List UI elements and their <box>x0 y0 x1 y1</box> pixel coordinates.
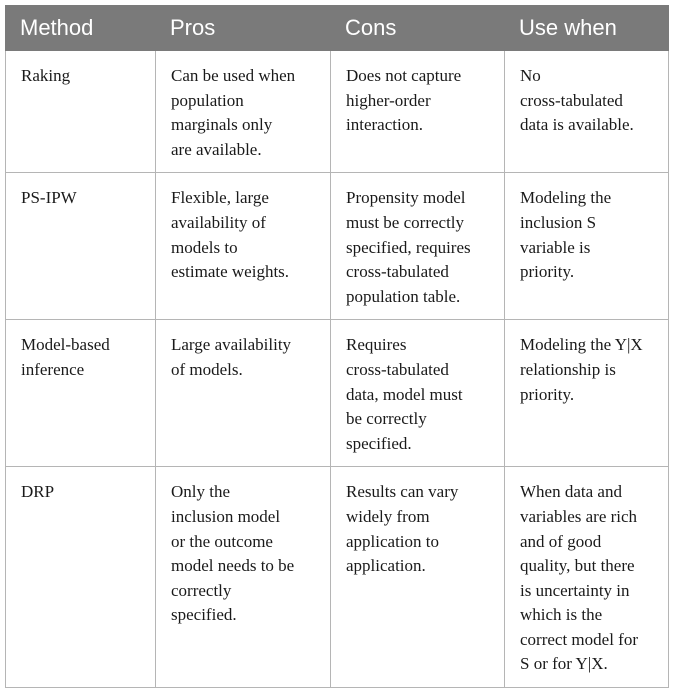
cell-text: PS-IPW <box>21 188 77 208</box>
cell-text: When data and variables are rich and of good quality, but there is uncertainty in which is the correct model for S or for Y|X. <box>520 482 638 674</box>
table-row <box>6 173 669 320</box>
table-row <box>6 467 669 688</box>
pros-cell <box>156 173 331 320</box>
cell-text: Modeling the Y|X relationship is priority. <box>520 335 643 404</box>
cell-text: Modeling the inclusion S variable is priority. <box>520 188 612 282</box>
cell-text: Does not capture higher-order interaction. <box>346 66 462 135</box>
cell-text: No cross-tabulated data is available. <box>520 66 634 135</box>
method-cell <box>6 467 156 688</box>
header-method: Method <box>6 6 156 51</box>
cell-text: Raking <box>21 66 71 85</box>
use-when-cell <box>505 173 669 320</box>
use-when-cell <box>505 467 669 688</box>
cell-text: Flexible, large availability of models to estimate weights. <box>171 188 290 282</box>
pros-cell <box>156 320 331 467</box>
method-cell <box>6 51 156 173</box>
cell-text: Can be used when population marginals only are available. <box>171 66 296 159</box>
header-use-when: Use when <box>505 6 669 51</box>
use-when-cell <box>505 320 669 467</box>
header-row <box>6 6 669 51</box>
method-cell <box>6 173 156 320</box>
cell-text: Large availability of models. <box>171 335 292 379</box>
pros-cell <box>156 467 331 688</box>
cell-text: Results can vary widely from application to application. <box>346 482 459 576</box>
cons-cell <box>331 173 505 320</box>
method-cell <box>6 320 156 467</box>
pros-cell <box>156 51 331 173</box>
header-pros: Pros <box>156 6 331 51</box>
cons-cell <box>331 467 505 688</box>
methods-comparison-table <box>5 5 669 688</box>
table-row <box>6 51 669 173</box>
cell-text: Model-based inference <box>21 335 110 379</box>
cell-text: DRP <box>21 482 55 502</box>
cons-cell <box>331 51 505 173</box>
cons-cell <box>331 320 505 467</box>
header-cons: Cons <box>331 6 505 51</box>
table-row <box>6 320 669 467</box>
cell-text: Requires cross-tabulated data, model must be correctly specified. <box>346 335 463 453</box>
cell-text: Propensity model must be correctly specified, requires cross-tabulated population table. <box>346 188 471 306</box>
cell-text: Only the inclusion model or the outcome model needs to be correctly specified. <box>171 482 295 625</box>
use-when-cell <box>505 51 669 173</box>
